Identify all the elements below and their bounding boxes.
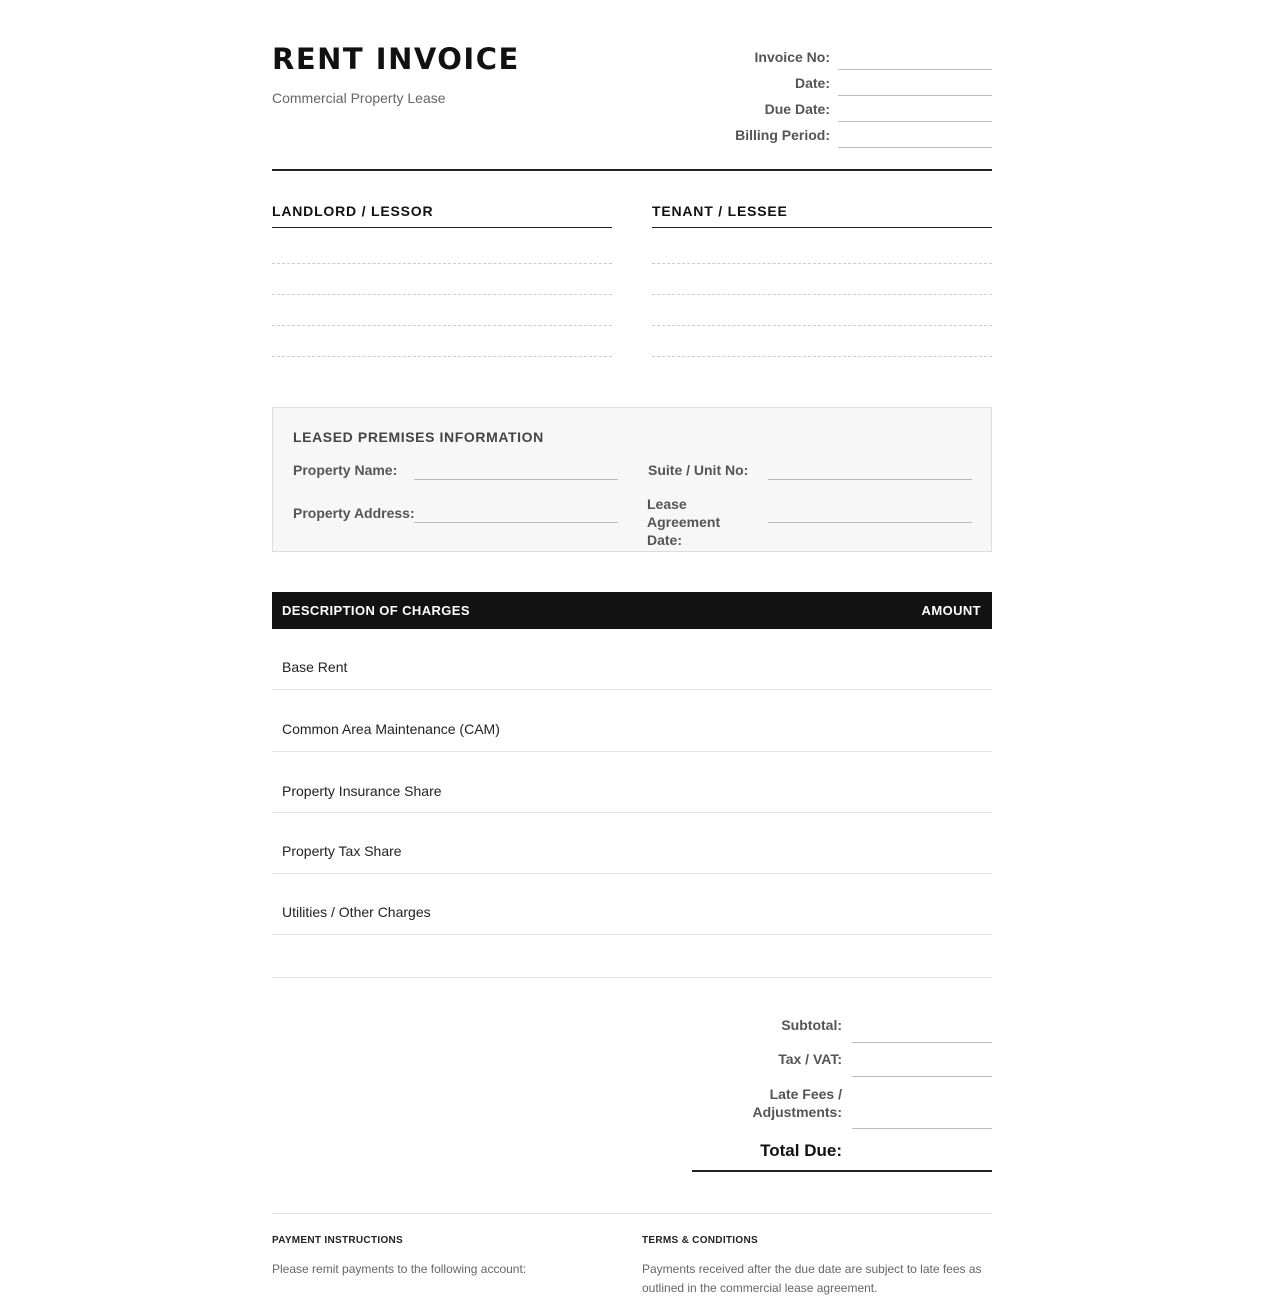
landlord-line[interactable] [272, 295, 612, 326]
charges-table-header [272, 592, 992, 629]
property-address-field[interactable] [414, 522, 618, 523]
invoice-page [272, 0, 992, 1296]
billing-period-label: Billing Period: [735, 127, 830, 143]
tenant-line[interactable] [652, 326, 992, 357]
total-due-underline [692, 1170, 992, 1172]
late-fees-field[interactable] [852, 1128, 992, 1129]
lease-date-label: Lease Agreement Date: [647, 496, 721, 548]
landlord-line[interactable] [272, 264, 612, 295]
footer-divider [272, 1213, 992, 1214]
property-name-label: Property Name: [293, 462, 398, 478]
charge-description: Property Tax Share [282, 843, 402, 859]
landlord-section [272, 203, 612, 357]
table-row [272, 813, 992, 874]
tax-label: Tax / VAT: [778, 1051, 842, 1067]
charge-description: Base Rent [282, 659, 348, 675]
tenant-line[interactable] [652, 228, 992, 264]
table-row[interactable] [272, 935, 992, 978]
suite-unit-field[interactable] [768, 479, 972, 480]
charge-description: Property Insurance Share [282, 783, 442, 799]
landlord-line[interactable] [272, 326, 612, 357]
table-row [272, 752, 992, 813]
billing-period-row [692, 122, 992, 148]
total-due-label: Total Due: [760, 1141, 842, 1160]
tenant-section [652, 203, 992, 357]
payment-heading: PAYMENT INSTRUCTIONS [272, 1235, 404, 1246]
subtotal-field[interactable] [852, 1042, 992, 1043]
charge-description: Utilities / Other Charges [282, 904, 431, 920]
property-name-field[interactable] [414, 479, 618, 480]
subtotal-label: Subtotal: [781, 1017, 842, 1033]
invoice-subtitle: Commercial Property Lease [272, 90, 446, 106]
terms-text: Payments received after the due date are subject to late fees as outlined in the commercial lease agreement. [642, 1262, 982, 1295]
invoice-date-field[interactable] [838, 70, 992, 96]
landlord-line[interactable] [272, 228, 612, 264]
invoice-date-label: Date: [794, 75, 830, 91]
description-column-header: DESCRIPTION OF CHARGES [282, 603, 470, 618]
invoice-number-label: Invoice No: [754, 49, 830, 65]
lease-date-field[interactable] [768, 522, 972, 523]
payment-instructions [272, 1235, 612, 1279]
invoice-number-field[interactable] [838, 44, 992, 70]
premises-heading: LEASED PREMISES INFORMATION [293, 429, 544, 445]
payment-text: Please remit payments to the following account: [272, 1262, 527, 1276]
terms-conditions [642, 1235, 992, 1298]
tenant-heading: TENANT / LESSEE [652, 203, 992, 228]
invoice-title: RENT INVOICE [272, 42, 520, 76]
charge-description: Common Area Maintenance (CAM) [282, 721, 500, 737]
table-row [272, 629, 992, 690]
tax-field[interactable] [852, 1076, 992, 1077]
due-date-label: Due Date: [764, 101, 830, 117]
invoice-date-row [692, 70, 992, 96]
late-fees-label: Late Fees / Adjustments: [752, 1086, 842, 1120]
premises-box [272, 407, 992, 552]
due-date-row [692, 96, 992, 122]
tenant-line[interactable] [652, 295, 992, 326]
property-address-label: Property Address: [293, 505, 415, 521]
landlord-heading: LANDLORD / LESSOR [272, 203, 612, 228]
suite-unit-label: Suite / Unit No: [648, 462, 749, 478]
invoice-number-row [692, 44, 992, 70]
amount-column-header: AMOUNT [921, 603, 981, 618]
table-row [272, 874, 992, 935]
table-row [272, 690, 992, 752]
header-divider [272, 169, 992, 171]
due-date-field[interactable] [838, 96, 992, 122]
invoice-meta [692, 44, 992, 148]
terms-heading: TERMS & CONDITIONS [642, 1235, 758, 1246]
billing-period-field[interactable] [838, 122, 992, 148]
tenant-line[interactable] [652, 264, 992, 295]
